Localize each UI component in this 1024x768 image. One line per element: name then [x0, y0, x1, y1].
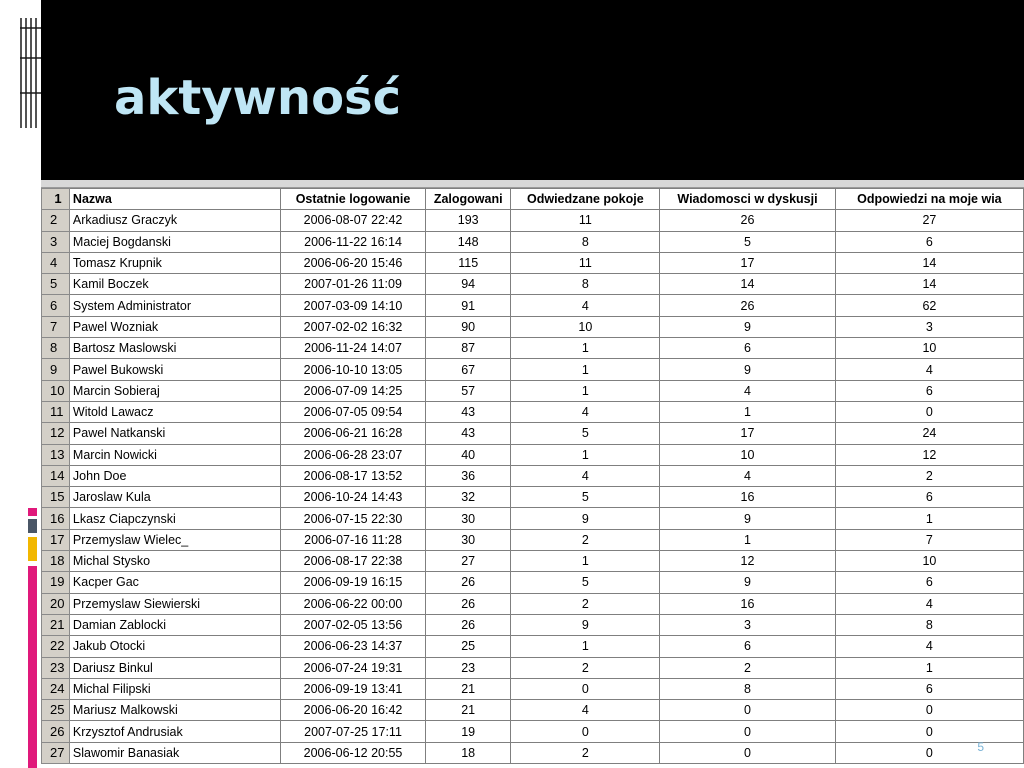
cell-replies: 10 — [835, 338, 1023, 359]
cell-messages: 26 — [660, 295, 836, 316]
cell-rooms: 8 — [511, 231, 660, 252]
cell-name: Przemyslaw Siewierski — [69, 593, 280, 614]
cell-rooms: 11 — [511, 252, 660, 273]
row-number: 17 — [42, 529, 70, 550]
cell-rooms: 9 — [511, 614, 660, 635]
cell-replies: 1 — [835, 508, 1023, 529]
cell-logged: 90 — [425, 316, 511, 337]
cell-logged: 26 — [425, 614, 511, 635]
cell-rooms: 11 — [511, 210, 660, 231]
cell-replies: 62 — [835, 295, 1023, 316]
cell-replies: 6 — [835, 380, 1023, 401]
cell-logged: 91 — [425, 295, 511, 316]
cell-logged: 30 — [425, 529, 511, 550]
cell-name: System Administrator — [69, 295, 280, 316]
cell-logged: 40 — [425, 444, 511, 465]
table-row — [42, 572, 1024, 593]
cell-last-login: 2006-06-20 15:46 — [281, 252, 426, 273]
cell-replies: 4 — [835, 636, 1023, 657]
cell-name: Pawel Natkanski — [69, 423, 280, 444]
cell-logged: 26 — [425, 572, 511, 593]
cell-name: Jaroslaw Kula — [69, 487, 280, 508]
cell-logged: 21 — [425, 700, 511, 721]
cell-last-login: 2006-07-15 22:30 — [281, 508, 426, 529]
row-number: 13 — [42, 444, 70, 465]
cell-messages: 17 — [660, 423, 836, 444]
cell-rooms: 0 — [511, 678, 660, 699]
cell-last-login: 2006-06-12 20:55 — [281, 742, 426, 763]
cell-last-login: 2006-06-20 16:42 — [281, 700, 426, 721]
cell-messages: 0 — [660, 742, 836, 763]
spreadsheet-screenshot — [41, 180, 1024, 768]
table-row — [42, 380, 1024, 401]
table-row — [42, 529, 1024, 550]
cell-name: Krzysztof Andrusiak — [69, 721, 280, 742]
cell-rooms: 0 — [511, 721, 660, 742]
row-number: 22 — [42, 636, 70, 657]
row-number: 23 — [42, 657, 70, 678]
cell-name: Marcin Nowicki — [69, 444, 280, 465]
cell-name: Slawomir Banasiak — [69, 742, 280, 763]
cell-rooms: 1 — [511, 636, 660, 657]
table-row — [42, 210, 1024, 231]
accent-bar-pink — [28, 508, 37, 516]
cell-last-login: 2006-09-19 13:41 — [281, 678, 426, 699]
cell-rooms: 4 — [511, 465, 660, 486]
cell-messages: 6 — [660, 338, 836, 359]
cell-messages: 6 — [660, 636, 836, 657]
cell-logged: 21 — [425, 678, 511, 699]
cell-last-login: 2006-07-09 14:25 — [281, 380, 426, 401]
cell-last-login: 2006-06-22 00:00 — [281, 593, 426, 614]
sheet-column-header-strip — [41, 180, 1024, 188]
cell-last-login: 2006-10-24 14:43 — [281, 487, 426, 508]
cell-name: Marcin Sobieraj — [69, 380, 280, 401]
table-row — [42, 444, 1024, 465]
cell-rooms: 2 — [511, 742, 660, 763]
table-row — [42, 359, 1024, 380]
cell-replies: 6 — [835, 487, 1023, 508]
row-number: 20 — [42, 593, 70, 614]
cell-last-login: 2006-11-22 16:14 — [281, 231, 426, 252]
row-number: 11 — [42, 401, 70, 422]
cell-replies: 4 — [835, 593, 1023, 614]
row-number: 9 — [42, 359, 70, 380]
cell-name: Tomasz Krupnik — [69, 252, 280, 273]
cell-replies: 24 — [835, 423, 1023, 444]
decorative-lines-icon — [20, 18, 41, 128]
cell-rooms: 5 — [511, 572, 660, 593]
cell-last-login: 2007-07-25 17:11 — [281, 721, 426, 742]
column-header-last-login: Ostatnie logowanie — [281, 189, 426, 210]
cell-name: Pawel Wozniak — [69, 316, 280, 337]
cell-name: Jakub Otocki — [69, 636, 280, 657]
cell-replies: 0 — [835, 721, 1023, 742]
row-number: 10 — [42, 380, 70, 401]
cell-name: Kacper Gac — [69, 572, 280, 593]
table-row — [42, 401, 1024, 422]
accent-bar-gray — [28, 519, 37, 533]
cell-messages: 0 — [660, 721, 836, 742]
accent-bar-pink-long — [28, 566, 37, 768]
cell-last-login: 2006-06-21 16:28 — [281, 423, 426, 444]
row-number: 7 — [42, 316, 70, 337]
cell-name: Kamil Boczek — [69, 274, 280, 295]
cell-replies: 8 — [835, 614, 1023, 635]
slide-title: aktywność — [114, 70, 402, 126]
cell-rooms: 1 — [511, 338, 660, 359]
cell-replies: 10 — [835, 551, 1023, 572]
cell-logged: 30 — [425, 508, 511, 529]
row-number: 24 — [42, 678, 70, 699]
cell-rooms: 1 — [511, 380, 660, 401]
cell-replies: 12 — [835, 444, 1023, 465]
cell-logged: 43 — [425, 423, 511, 444]
table-row — [42, 657, 1024, 678]
activity-table — [41, 188, 1024, 764]
cell-logged: 36 — [425, 465, 511, 486]
cell-logged: 67 — [425, 359, 511, 380]
cell-messages: 1 — [660, 529, 836, 550]
cell-name: Damian Zablocki — [69, 614, 280, 635]
cell-messages: 14 — [660, 274, 836, 295]
cell-rooms: 1 — [511, 359, 660, 380]
row-number: 3 — [42, 231, 70, 252]
cell-last-login: 2006-07-24 19:31 — [281, 657, 426, 678]
cell-replies: 14 — [835, 274, 1023, 295]
cell-rooms: 2 — [511, 593, 660, 614]
cell-messages: 17 — [660, 252, 836, 273]
row-number: 6 — [42, 295, 70, 316]
row-number: 2 — [42, 210, 70, 231]
cell-name: Michal Filipski — [69, 678, 280, 699]
row-number: 5 — [42, 274, 70, 295]
row-number: 27 — [42, 742, 70, 763]
cell-last-login: 2006-08-07 22:42 — [281, 210, 426, 231]
row-number: 14 — [42, 465, 70, 486]
cell-messages: 5 — [660, 231, 836, 252]
table-row — [42, 274, 1024, 295]
cell-name: Arkadiusz Graczyk — [69, 210, 280, 231]
cell-rooms: 8 — [511, 274, 660, 295]
cell-messages: 9 — [660, 359, 836, 380]
cell-name: Maciej Bogdanski — [69, 231, 280, 252]
cell-last-login: 2007-03-09 14:10 — [281, 295, 426, 316]
cell-logged: 27 — [425, 551, 511, 572]
cell-rooms: 2 — [511, 529, 660, 550]
cell-replies: 27 — [835, 210, 1023, 231]
row-number: 8 — [42, 338, 70, 359]
table-row — [42, 487, 1024, 508]
cell-logged: 18 — [425, 742, 511, 763]
cell-rooms: 4 — [511, 295, 660, 316]
cell-last-login: 2006-06-28 23:07 — [281, 444, 426, 465]
cell-last-login: 2006-07-05 09:54 — [281, 401, 426, 422]
cell-rooms: 10 — [511, 316, 660, 337]
cell-messages: 0 — [660, 700, 836, 721]
column-header-rooms: Odwiedzane pokoje — [511, 189, 660, 210]
cell-logged: 43 — [425, 401, 511, 422]
table-row — [42, 508, 1024, 529]
table-row — [42, 295, 1024, 316]
cell-rooms: 5 — [511, 487, 660, 508]
table-row — [42, 465, 1024, 486]
cell-messages: 10 — [660, 444, 836, 465]
cell-logged: 23 — [425, 657, 511, 678]
cell-replies: 1 — [835, 657, 1023, 678]
row-number: 21 — [42, 614, 70, 635]
cell-logged: 94 — [425, 274, 511, 295]
cell-name: Witold Lawacz — [69, 401, 280, 422]
row-number: 15 — [42, 487, 70, 508]
cell-last-login: 2006-07-16 11:28 — [281, 529, 426, 550]
cell-messages: 2 — [660, 657, 836, 678]
column-header-messages: Wiadomosci w dyskusji — [660, 189, 836, 210]
row-number: 4 — [42, 252, 70, 273]
row-number: 18 — [42, 551, 70, 572]
column-header-logged: Zalogowani — [425, 189, 511, 210]
cell-messages: 1 — [660, 401, 836, 422]
cell-replies: 0 — [835, 700, 1023, 721]
row-number: 12 — [42, 423, 70, 444]
table-header-row — [42, 189, 1024, 210]
cell-messages: 16 — [660, 593, 836, 614]
row-number: 19 — [42, 572, 70, 593]
cell-replies: 6 — [835, 678, 1023, 699]
table-row — [42, 231, 1024, 252]
cell-name: John Doe — [69, 465, 280, 486]
cell-name: Bartosz Maslowski — [69, 338, 280, 359]
table-row — [42, 551, 1024, 572]
column-header-name: Nazwa — [69, 189, 280, 210]
cell-messages: 9 — [660, 572, 836, 593]
cell-logged: 32 — [425, 487, 511, 508]
table-row — [42, 636, 1024, 657]
cell-last-login: 2006-08-17 22:38 — [281, 551, 426, 572]
cell-logged: 19 — [425, 721, 511, 742]
table-row — [42, 678, 1024, 699]
cell-replies: 0 — [835, 401, 1023, 422]
table-row — [42, 316, 1024, 337]
cell-messages: 4 — [660, 465, 836, 486]
row-number: 1 — [42, 189, 70, 210]
cell-name: Mariusz Malkowski — [69, 700, 280, 721]
cell-messages: 9 — [660, 508, 836, 529]
cell-replies: 6 — [835, 231, 1023, 252]
cell-replies: 3 — [835, 316, 1023, 337]
cell-logged: 193 — [425, 210, 511, 231]
cell-last-login: 2006-06-23 14:37 — [281, 636, 426, 657]
cell-rooms: 4 — [511, 700, 660, 721]
cell-last-login: 2007-02-05 13:56 — [281, 614, 426, 635]
cell-last-login: 2006-11-24 14:07 — [281, 338, 426, 359]
cell-name: Dariusz Binkul — [69, 657, 280, 678]
page-number: 5 — [977, 740, 984, 754]
cell-replies: 0 — [835, 742, 1023, 763]
table-row — [42, 721, 1024, 742]
row-number: 26 — [42, 721, 70, 742]
cell-replies: 2 — [835, 465, 1023, 486]
cell-rooms: 2 — [511, 657, 660, 678]
cell-last-login: 2006-08-17 13:52 — [281, 465, 426, 486]
table-row — [42, 338, 1024, 359]
table-row — [42, 252, 1024, 273]
cell-replies: 14 — [835, 252, 1023, 273]
row-number: 25 — [42, 700, 70, 721]
cell-replies: 4 — [835, 359, 1023, 380]
table-row — [42, 742, 1024, 763]
accent-bar-yellow — [28, 537, 37, 561]
cell-rooms: 5 — [511, 423, 660, 444]
cell-rooms: 1 — [511, 551, 660, 572]
cell-last-login: 2007-01-26 11:09 — [281, 274, 426, 295]
cell-name: Pawel Bukowski — [69, 359, 280, 380]
cell-messages: 3 — [660, 614, 836, 635]
table-row — [42, 423, 1024, 444]
cell-messages: 4 — [660, 380, 836, 401]
cell-messages: 12 — [660, 551, 836, 572]
cell-logged: 25 — [425, 636, 511, 657]
cell-logged: 26 — [425, 593, 511, 614]
cell-name: Lkasz Ciapczynski — [69, 508, 280, 529]
cell-last-login: 2006-09-19 16:15 — [281, 572, 426, 593]
cell-logged: 115 — [425, 252, 511, 273]
cell-last-login: 2007-02-02 16:32 — [281, 316, 426, 337]
cell-messages: 16 — [660, 487, 836, 508]
cell-logged: 57 — [425, 380, 511, 401]
cell-replies: 7 — [835, 529, 1023, 550]
cell-messages: 8 — [660, 678, 836, 699]
cell-logged: 148 — [425, 231, 511, 252]
cell-messages: 9 — [660, 316, 836, 337]
cell-replies: 6 — [835, 572, 1023, 593]
cell-rooms: 9 — [511, 508, 660, 529]
column-header-replies: Odpowiedzi na moje wia — [835, 189, 1023, 210]
cell-name: Michal Stysko — [69, 551, 280, 572]
cell-messages: 26 — [660, 210, 836, 231]
table-row — [42, 593, 1024, 614]
cell-rooms: 1 — [511, 444, 660, 465]
cell-name: Przemyslaw Wielec_ — [69, 529, 280, 550]
left-ornament — [0, 0, 41, 768]
cell-last-login: 2006-10-10 13:05 — [281, 359, 426, 380]
row-number: 16 — [42, 508, 70, 529]
cell-rooms: 4 — [511, 401, 660, 422]
table-row — [42, 700, 1024, 721]
table-row — [42, 614, 1024, 635]
cell-logged: 87 — [425, 338, 511, 359]
